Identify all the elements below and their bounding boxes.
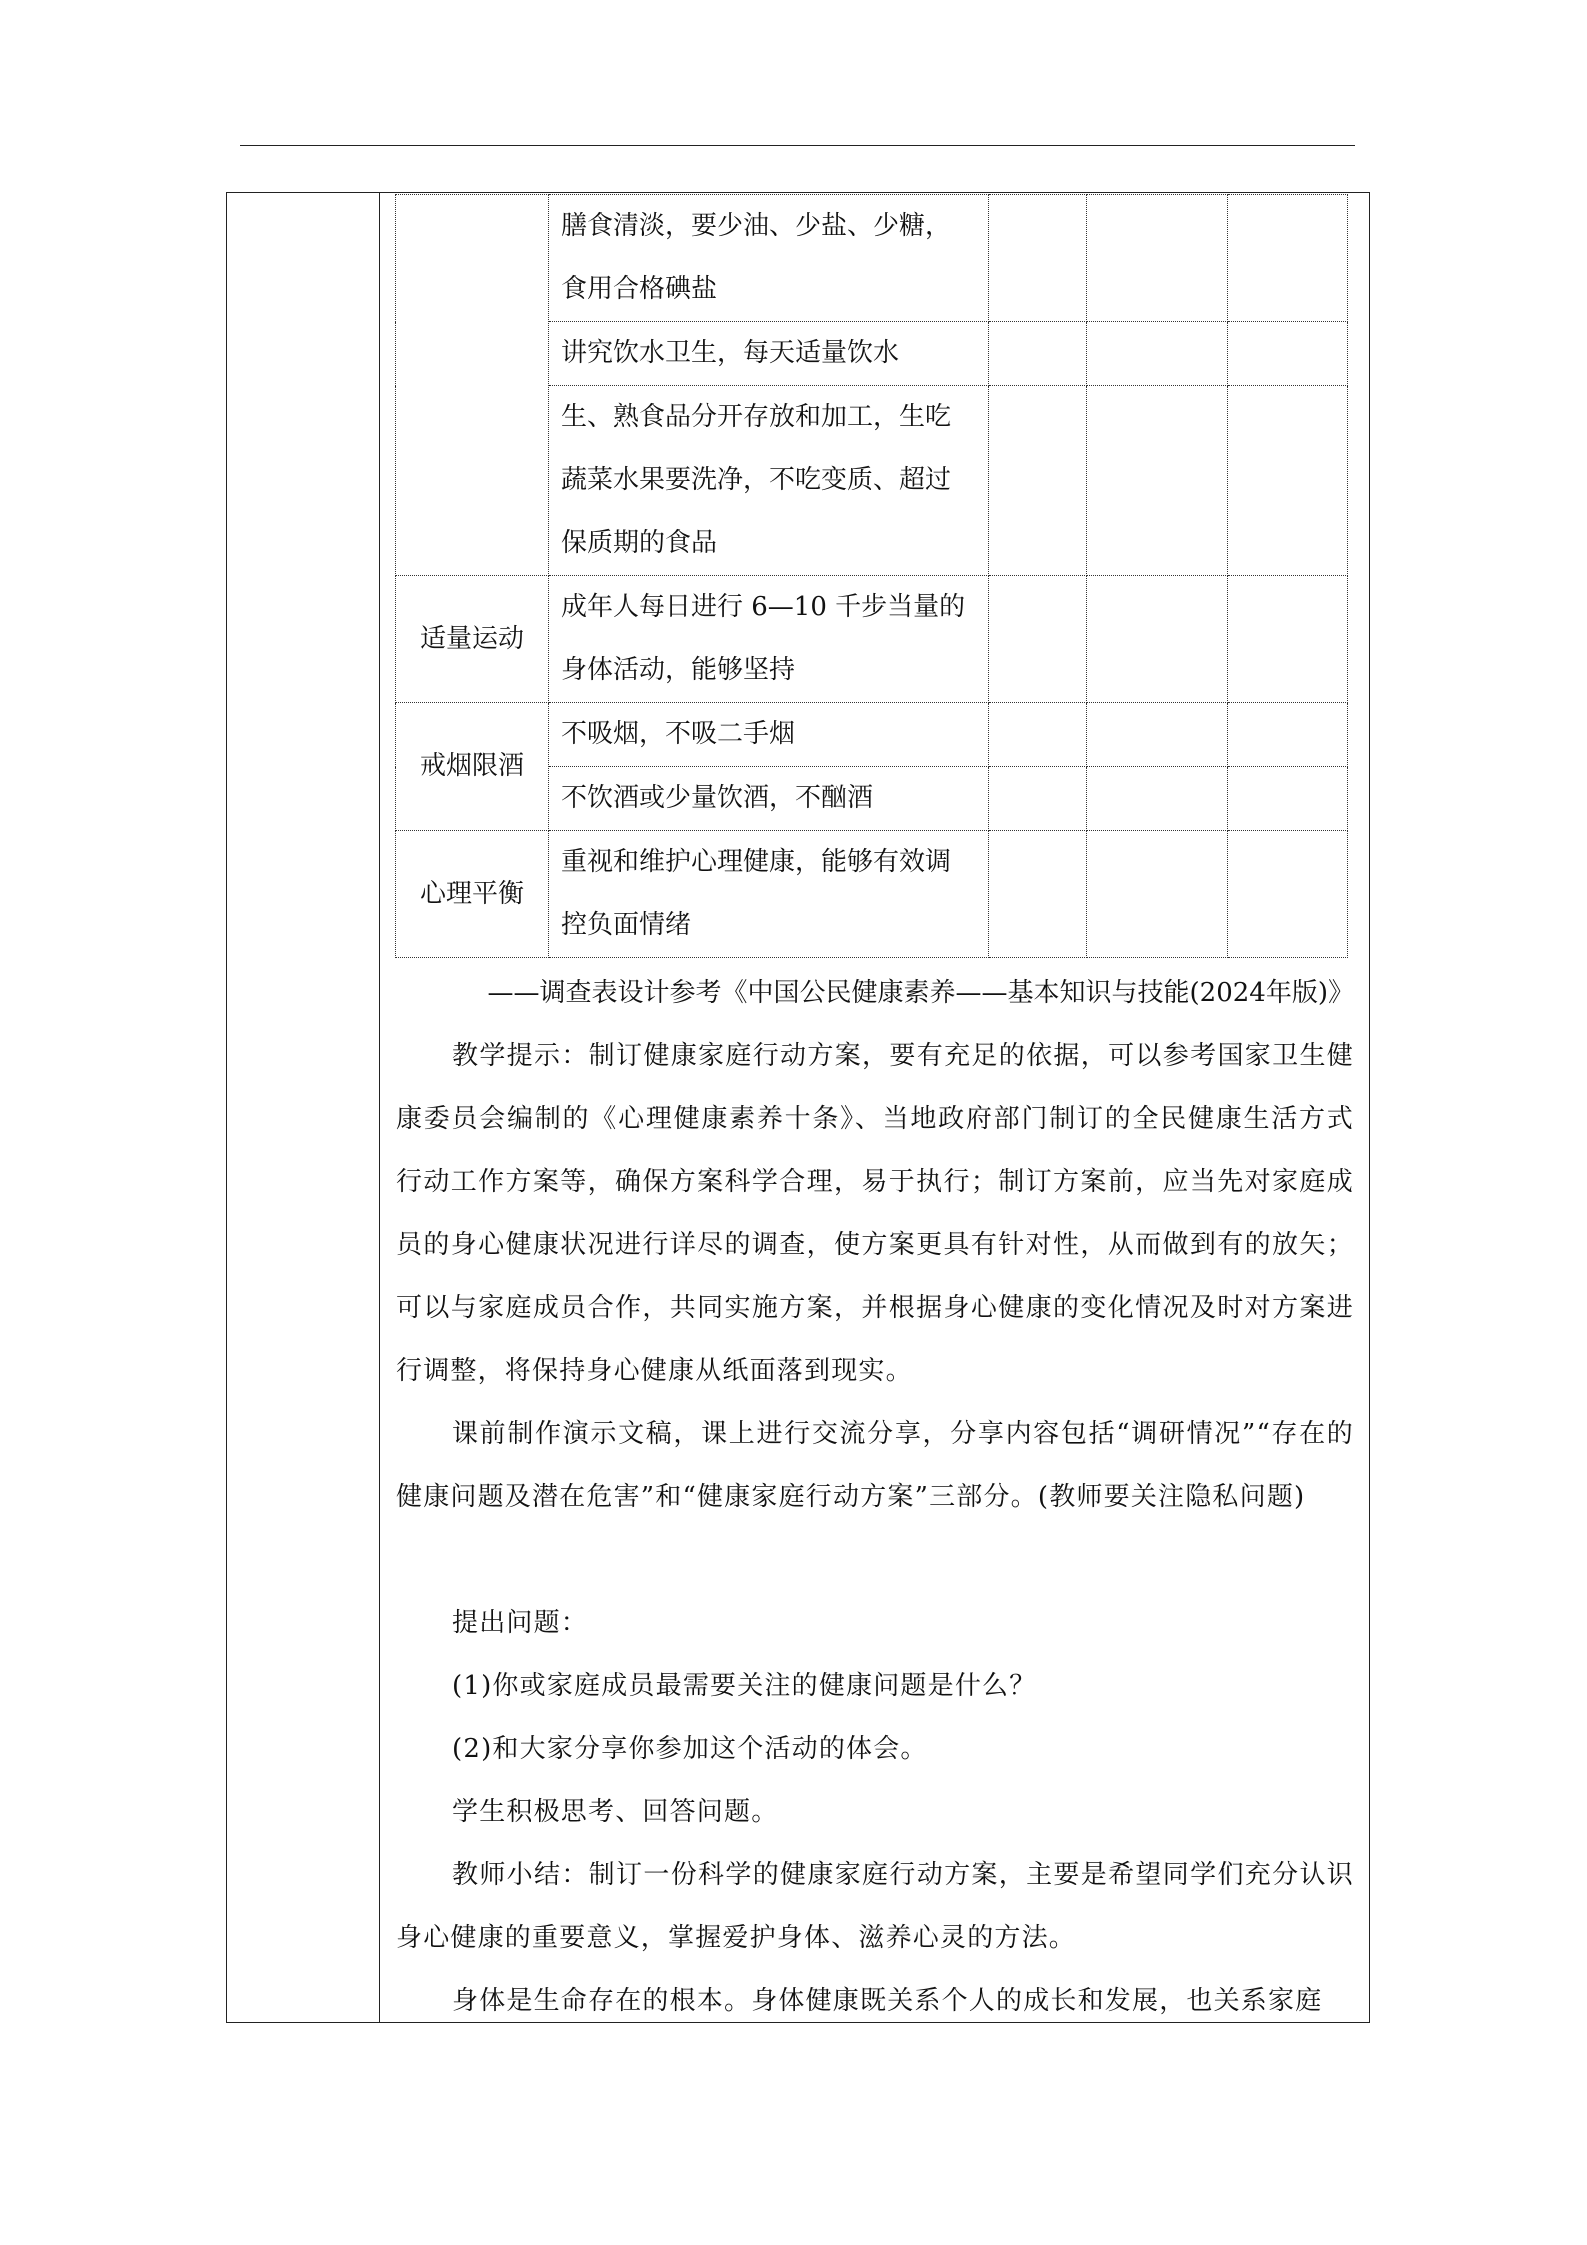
lesson-table-column-divider	[379, 193, 380, 2022]
question-1: (1)你或家庭成员最需要关注的健康问题是什么？	[452, 1671, 1037, 1701]
table-row	[396, 831, 1348, 958]
check-cell	[1087, 831, 1228, 958]
question-2: (2)和大家分享你参加这个活动的体会。	[452, 1734, 928, 1764]
student-response: 学生积极思考、回答问题。	[452, 1797, 779, 1827]
check-cell	[989, 386, 1087, 576]
teacher-summary-paragraph: 教师小结：制订一份科学的健康家庭行动方案，主要是希望同学们充分认识身心健康的重要意义，掌握爱护身体、滋养心灵的方法。	[396, 1860, 1354, 1953]
item-cell: 不吸烟，不吸二手烟	[549, 703, 989, 767]
check-cell	[1087, 322, 1228, 386]
check-cell	[989, 831, 1087, 958]
check-cell	[1087, 767, 1228, 831]
check-cell	[1228, 386, 1348, 576]
closing-paragraph: 身体是生命存在的根本。身体健康既关系个人的成长和发展，也关系家庭	[452, 1986, 1323, 2016]
item-cell: 讲究饮水卫生，每天适量饮水	[549, 322, 989, 386]
check-cell	[989, 576, 1087, 703]
check-cell	[1087, 576, 1228, 703]
check-cell	[989, 322, 1087, 386]
health-survey-table	[395, 194, 1348, 958]
item-cell: 重视和维护心理健康，能够有效调控负面情绪	[549, 831, 989, 958]
table-row	[396, 195, 1348, 322]
item-cell: 生、熟食品分开存放和加工，生吃蔬菜水果要洗净，不吃变质、超过保质期的食品	[549, 386, 989, 576]
table-row	[396, 703, 1348, 767]
check-cell	[1087, 195, 1228, 322]
check-cell	[989, 767, 1087, 831]
question-intro: 提出问题：	[452, 1608, 589, 1638]
check-cell	[1228, 703, 1348, 767]
item-cell: 成年人每日进行 6—10 千步当量的身体活动，能够坚持	[549, 576, 989, 703]
item-cell: 不饮酒或少量饮酒，不酗酒	[549, 767, 989, 831]
teaching-tip-paragraph: 教学提示：制订健康家庭行动方案，要有充足的依据，可以参考国家卫生健康委员会编制的《心理健康素养十条》、当地政府部门制订的全民健康生活方式行动工作方案等，确保方案科学合理，易于执行；制订方案前，应当先对家庭成员的身心健康状况进行详尽的调查，使方案更具有针对性，从而做到有的放矢；可以与家庭成员合作，共同实施方案，并根据身心健康的变化情况及时对方案进行调整，将保持身心健康从纸面落到现实。	[396, 1041, 1354, 1386]
check-cell	[1228, 195, 1348, 322]
item-cell: 膳食清淡，要少油、少盐、少糖，食用合格碘盐	[549, 195, 989, 322]
check-cell	[1228, 322, 1348, 386]
table-row	[396, 576, 1348, 703]
category-cell: 适量运动	[396, 576, 549, 703]
category-cell: 戒烟限酒	[396, 703, 549, 831]
check-cell	[1228, 576, 1348, 703]
check-cell	[989, 195, 1087, 322]
check-cell	[1228, 831, 1348, 958]
header-rule	[240, 145, 1355, 146]
check-cell	[989, 703, 1087, 767]
category-cell: 心理平衡	[396, 831, 549, 958]
source-note: ——调查表设计参考《中国公民健康素养——基本知识与技能(2024年版)》	[487, 978, 1354, 1008]
check-cell	[1087, 386, 1228, 576]
category-cell	[396, 195, 549, 576]
presentation-paragraph: 课前制作演示文稿，课上进行交流分享，分享内容包括“调研情况”“存在的健康问题及潜在危害”和“健康家庭行动方案”三部分。(教师要关注隐私问题)	[396, 1419, 1354, 1512]
check-cell	[1087, 703, 1228, 767]
check-cell	[1228, 767, 1348, 831]
